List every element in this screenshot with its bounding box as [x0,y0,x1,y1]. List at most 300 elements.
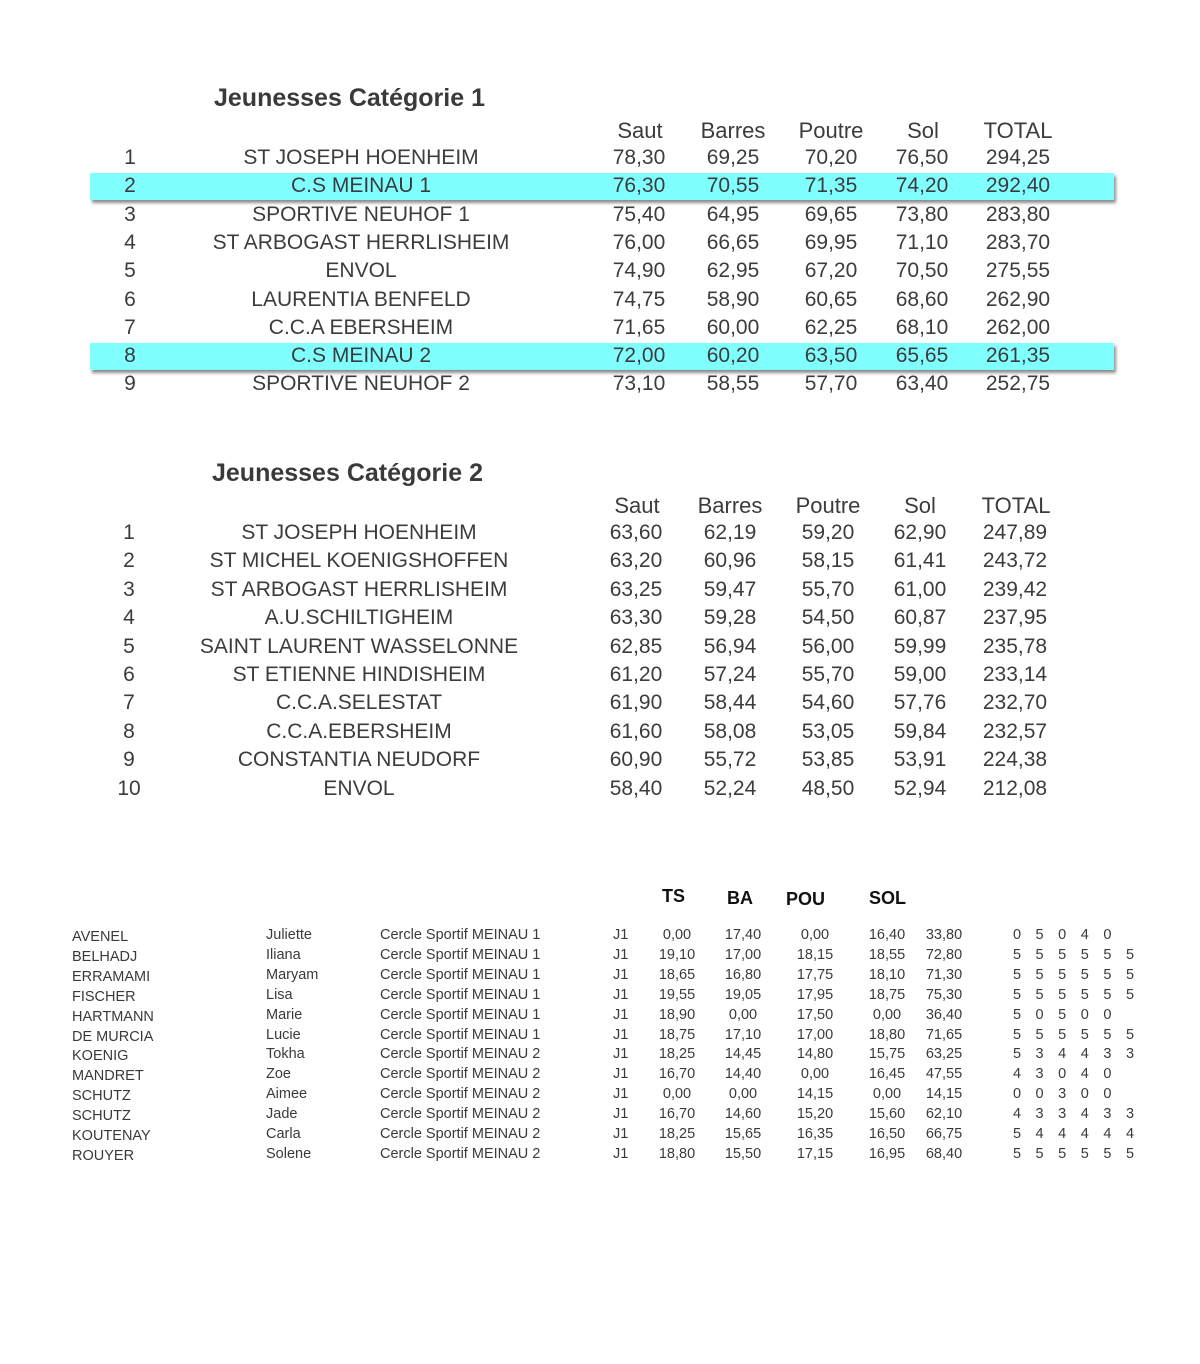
gymnast-mark: 5 [1125,1145,1135,1162]
cat1-barres-score: 70,55 [706,174,760,198]
cat1-poutre-score: 69,95 [804,230,858,254]
cat2-rank: 4 [123,606,135,630]
gymnast-mark: 0 [1103,1006,1112,1023]
cat1-club-name: ST ARBOGAST HERRLISHEIM [212,230,510,254]
gymnast-last-name: ERRAMAMI [72,968,151,985]
cat2-sol-score: 53,91 [893,748,947,772]
gymnast-mark: 0 [1058,927,1067,943]
cat2-table-row [0,777,1200,805]
gymnast-sol-score: 16,50 [868,1126,906,1142]
cat1-barres-score: 69,25 [706,146,760,169]
gymnast-pou-score: 0,00 [800,927,830,943]
cat1-barres-score: 58,90 [706,287,760,311]
gymnast-first-name: Iliana [266,946,301,963]
gymnast-row [0,967,1200,987]
cat2-poutre-score: 55,70 [801,577,855,601]
gymnast-last-name: BELHADJ [72,948,138,965]
cat2-barres-score: 52,24 [703,776,757,800]
cat2-saut-score: 62,85 [609,634,663,658]
gymnast-header-pou: POU [786,889,826,909]
cat1-club-name: LAURENTIA BENFELD [251,287,471,311]
cat1-total-score: 262,90 [985,287,1051,311]
gymnast-mark: 5 [1125,966,1135,983]
cat2-table-row [0,635,1200,663]
gymnast-row [0,1066,1200,1086]
gymnast-mark: 5 [1080,1026,1089,1043]
cat1-total-score: 262,00 [985,315,1051,339]
gymnast-mark: 5 [1103,946,1112,963]
cat2-header-barres: Barres [697,493,763,518]
gymnast-ts-score: 18,90 [658,1006,696,1023]
gymnast-mark: 5 [1012,1046,1022,1063]
gymnast-mark: 4 [1103,1126,1112,1142]
gymnast-row [0,1007,1200,1027]
cat1-rank: 7 [124,315,136,339]
cat1-saut-score: 75,40 [612,202,666,226]
gymnast-row [0,927,1200,947]
cat2-club-name: ST ARBOGAST HERRLISHEIM [210,577,508,601]
gymnast-club: Cercle Sportif MEINAU 2 [380,1066,541,1083]
gymnast-sol-score: 18,80 [868,1026,906,1043]
cat2-table-row [0,521,1200,549]
gymnast-first-name: Zoe [266,1066,291,1083]
gymnast-mark: 4 [1080,927,1089,943]
gymnast-first-name: Jade [266,1106,298,1123]
gymnast-mark: 5 [1012,1006,1022,1023]
cat1-table-row [0,344,1200,372]
cat2-saut-score: 61,60 [609,719,663,743]
cat2-barres-score: 57,24 [703,663,757,686]
cat1-table-row [0,288,1200,316]
gymnast-mark: 5 [1080,1145,1089,1162]
gymnast-mark: 4 [1080,1066,1089,1083]
cat2-barres-score: 62,19 [703,521,757,544]
cat2-rank: 1 [123,521,135,544]
gymnast-mark: 5 [1012,946,1022,963]
cat2-poutre-score: 54,60 [801,691,855,715]
gymnast-row [0,1146,1200,1166]
cat1-poutre-score: 71,35 [804,174,858,198]
cat1-table-row [0,372,1200,400]
gymnast-total-score: 47,55 [925,1066,963,1083]
gymnast-last-name: DE MURCIA [72,1028,154,1045]
cat2-total-score: 247,89 [982,521,1048,544]
gymnast-mark: 5 [1125,986,1135,1003]
gymnast-pou-score: 17,95 [796,986,834,1003]
cat2-sol-score: 60,87 [893,606,947,630]
gymnast-pou-score: 18,15 [796,946,834,963]
cat2-total-score: 212,08 [982,776,1048,800]
gymnast-mark: 5 [1035,1026,1044,1043]
gymnast-last-name: SCHUTZ [72,1108,131,1125]
gymnast-total-score: 66,75 [925,1126,963,1142]
cat2-rank: 6 [123,663,135,686]
gymnast-ts-score: 18,80 [658,1145,696,1162]
gymnast-last-name: HARTMANN [72,1008,154,1025]
gymnast-mark: 5 [1058,986,1067,1003]
cat1-barres-score: 60,20 [706,344,760,368]
cat2-rank: 3 [123,577,135,601]
gymnast-mark: 3 [1035,1066,1044,1083]
gymnast-first-name: Lucie [266,1026,301,1043]
cat2-total-score: 232,57 [982,719,1048,743]
cat2-table-row [0,748,1200,776]
cat2-saut-score: 63,20 [609,549,663,573]
cat1-sol-score: 76,50 [895,146,949,169]
gymnast-sol-score: 16,95 [868,1145,906,1162]
gymnast-ba-score: 19,05 [724,986,762,1003]
gymnast-club: Cercle Sportif MEINAU 1 [380,946,541,963]
cat2-club-name: ST ETIENNE HINDISHEIM [232,663,486,686]
cat2-poutre-score: 58,15 [801,549,855,573]
gymnast-level: J1 [613,1066,629,1083]
gymnast-last-name: MANDRET [72,1068,144,1085]
cat2-sol-score: 61,41 [893,549,947,573]
gymnast-mark: 0 [1058,1066,1067,1083]
cat1-table-row [0,146,1200,174]
cat2-club-name: C.C.A.EBERSHEIM [266,719,452,743]
cat2-table-row [0,578,1200,606]
gymnast-level: J1 [613,1046,629,1063]
cat1-club-name: ST JOSEPH HOENHEIM [243,146,479,169]
gymnast-mark: 3 [1125,1046,1135,1063]
gymnast-row [0,947,1200,967]
gymnast-ts-score: 18,25 [658,1046,696,1063]
gymnast-total-score: 71,65 [925,1026,963,1043]
gymnast-first-name: Tokha [266,1046,305,1063]
cat1-sol-score: 73,80 [895,202,949,226]
cat1-club-name: C.C.A EBERSHEIM [268,315,454,339]
gymnast-ba-score: 14,60 [724,1106,762,1123]
gymnast-mark: 5 [1058,1145,1067,1162]
gymnast-ba-score: 17,10 [724,1026,762,1043]
cat1-header-poutre: Poutre [798,118,864,143]
gymnast-club: Cercle Sportif MEINAU 2 [380,1106,541,1123]
cat2-saut-score: 58,40 [609,776,663,800]
cat1-sol-score: 65,65 [895,344,949,368]
cat2-sol-score: 52,94 [893,776,947,800]
cat1-rank: 4 [124,230,136,254]
cat1-saut-score: 74,90 [612,259,666,283]
cat1-poutre-score: 70,20 [804,146,858,169]
gymnast-total-score: 14,15 [925,1086,963,1103]
gymnast-ts-score: 18,65 [658,966,696,983]
gymnast-mark: 5 [1103,1026,1112,1043]
gymnast-level: J1 [613,1006,629,1023]
gymnast-mark: 4 [1125,1126,1135,1142]
gymnast-ba-score: 0,00 [728,1086,758,1103]
gymnast-ba-score: 14,40 [724,1066,762,1083]
cat1-poutre-score: 67,20 [804,259,858,283]
gymnast-club: Cercle Sportif MEINAU 2 [380,1145,541,1162]
cat2-barres-score: 60,96 [703,549,757,573]
gymnast-mark: 3 [1125,1106,1135,1123]
cat1-header-saut: Saut [617,118,663,143]
gymnast-sol-score: 0,00 [872,1086,902,1103]
gymnast-pou-score: 0,00 [800,1066,830,1083]
gymnast-level: J1 [613,1086,629,1103]
gymnast-mark: 5 [1012,966,1022,983]
gymnast-ba-score: 15,50 [724,1145,762,1162]
gymnast-sol-score: 15,75 [868,1046,906,1063]
cat2-club-name: ENVOL [323,776,395,800]
gymnast-mark: 5 [1103,1145,1112,1162]
cat2-total-score: 233,14 [982,663,1048,686]
cat1-title: Jeunesses Catégorie 1 [214,84,485,112]
cat2-poutre-score: 56,00 [801,634,855,658]
gymnast-mark: 0 [1012,1086,1022,1103]
cat1-club-name: C.S MEINAU 2 [290,344,432,368]
gymnast-last-name: KOENIG [72,1048,129,1065]
cat1-club-name: SPORTIVE NEUHOF 1 [252,202,470,226]
gymnast-mark: 0 [1035,1006,1044,1023]
gymnast-level: J1 [613,1026,629,1043]
gymnast-sol-score: 0,00 [872,1006,902,1023]
cat2-total-score: 232,70 [982,691,1048,715]
gymnast-ba-score: 17,00 [724,946,762,963]
gymnast-club: Cercle Sportif MEINAU 1 [380,966,541,983]
cat2-barres-score: 58,44 [703,691,757,715]
gymnast-header-ts: TS [662,886,686,906]
gymnast-mark: 0 [1103,1086,1112,1103]
cat2-header-poutre: Poutre [795,493,861,518]
gymnast-last-name: SCHUTZ [72,1088,131,1105]
cat2-sol-score: 59,84 [893,719,947,743]
gymnast-ts-score: 0,00 [662,1086,692,1103]
cat2-club-name: A.U.SCHILTIGHEIM [264,606,454,630]
gymnast-ba-score: 16,80 [724,966,762,983]
cat1-table-row [0,231,1200,259]
gymnast-header-sol: SOL [869,888,907,908]
cat2-saut-score: 63,60 [609,521,663,544]
gymnast-first-name: Aimee [266,1086,308,1103]
gymnast-pou-score: 17,15 [796,1145,834,1162]
gymnast-total-score: 36,40 [925,1006,963,1023]
gymnast-level: J1 [613,1126,629,1142]
gymnast-level: J1 [613,1106,629,1123]
cat2-rank: 2 [123,549,135,573]
cat1-table-row [0,203,1200,231]
gymnast-pou-score: 17,00 [796,1026,834,1043]
gymnast-last-name: FISCHER [72,988,136,1005]
cat1-header-barres: Barres [700,118,766,143]
cat1-total-score: 292,40 [985,174,1051,198]
cat2-barres-score: 56,94 [703,634,757,658]
cat1-rank: 1 [124,146,136,169]
cat2-rank: 7 [123,691,135,715]
gymnast-mark: 0 [1012,927,1022,943]
gymnast-club: Cercle Sportif MEINAU 2 [380,1086,541,1103]
cat2-saut-score: 61,20 [609,663,663,686]
gymnast-mark: 5 [1080,966,1089,983]
gymnast-first-name: Solene [266,1145,312,1162]
cat2-table-row [0,549,1200,577]
cat1-rank: 2 [124,174,136,198]
gymnast-mark: 5 [1035,1145,1044,1162]
cat2-table-row [0,691,1200,719]
gymnast-sol-score: 16,40 [868,927,906,943]
gymnast-mark: 5 [1035,927,1044,943]
gymnast-mark: 3 [1058,1086,1067,1103]
cat1-poutre-score: 69,65 [804,202,858,226]
gymnast-sol-score: 18,55 [868,946,906,963]
cat1-poutre-score: 63,50 [804,344,858,368]
cat2-table-row [0,606,1200,634]
gymnast-mark: 4 [1058,1046,1067,1063]
gymnast-total-score: 72,80 [925,946,963,963]
gymnast-ba-score: 0,00 [728,1006,758,1023]
cat2-header-sol: Sol [904,493,936,518]
gymnast-pou-score: 14,80 [796,1046,834,1063]
gymnast-total-score: 62,10 [925,1106,963,1123]
gymnast-club: Cercle Sportif MEINAU 2 [380,1126,541,1142]
cat1-table-row [0,259,1200,287]
cat2-title: Jeunesses Catégorie 2 [212,459,483,487]
gymnast-last-name: KOUTENAY [72,1128,151,1144]
gymnast-mark: 5 [1035,946,1044,963]
cat2-sol-score: 57,76 [893,691,947,715]
gymnast-row [0,1046,1200,1066]
gymnast-row [0,1027,1200,1047]
cat2-header-row [0,493,1200,521]
gymnast-mark: 5 [1080,986,1089,1003]
gymnast-first-name: Lisa [266,986,293,1003]
cat1-total-score: 294,25 [985,146,1051,169]
gymnast-mark: 0 [1035,1086,1044,1103]
gymnast-first-name: Carla [266,1126,301,1142]
gymnast-mark: 3 [1103,1046,1112,1063]
gymnast-club: Cercle Sportif MEINAU 2 [380,1046,541,1063]
cat2-table-row [0,720,1200,748]
gymnast-first-name: Juliette [266,927,312,943]
gymnast-mark: 0 [1080,1086,1089,1103]
gymnast-mark: 5 [1103,986,1112,1003]
cat2-total-score: 243,72 [982,549,1048,573]
gymnast-ba-score: 17,40 [724,927,762,943]
cat1-total-score: 283,70 [985,230,1051,254]
cat2-table-row [0,663,1200,691]
gymnast-mark: 5 [1125,946,1135,963]
cat1-sol-score: 68,10 [895,315,949,339]
gymnast-mark: 0 [1103,927,1112,943]
gymnast-pou-score: 14,15 [796,1086,834,1103]
gymnast-mark: 0 [1080,1006,1089,1023]
cat1-sol-score: 63,40 [895,372,949,396]
gymnast-pou-score: 16,35 [796,1126,834,1142]
cat2-club-name: SAINT LAURENT WASSELONNE [199,634,519,658]
gymnast-mark: 0 [1103,1066,1112,1083]
gymnast-mark: 5 [1058,966,1067,983]
cat1-saut-score: 74,75 [612,287,666,311]
cat2-poutre-score: 55,70 [801,663,855,686]
gymnast-mark: 4 [1080,1126,1089,1142]
gymnast-total-score: 75,30 [925,986,963,1003]
gymnast-mark: 5 [1103,966,1112,983]
cat2-total-score: 239,42 [982,577,1048,601]
cat2-total-score: 237,95 [982,606,1048,630]
gymnast-level: J1 [613,986,629,1003]
gymnast-ts-score: 18,75 [658,1026,696,1043]
cat2-club-name: ST MICHEL KOENIGSHOFFEN [209,549,509,573]
cat2-saut-score: 60,90 [609,748,663,772]
cat1-rank: 9 [124,372,136,396]
cat1-barres-score: 64,95 [706,202,760,226]
gymnast-ts-score: 0,00 [662,927,692,943]
gymnast-pou-score: 17,50 [796,1006,834,1023]
gymnast-mark: 5 [1035,966,1044,983]
cat2-poutre-score: 48,50 [801,776,855,800]
cat2-barres-score: 59,47 [703,577,757,601]
gymnast-mark: 5 [1012,1145,1022,1162]
cat1-rank: 5 [124,259,136,283]
cat2-rank: 10 [117,776,141,800]
cat2-saut-score: 63,25 [609,577,663,601]
cat1-sol-score: 71,10 [895,230,949,254]
cat1-header-sol: Sol [907,118,939,143]
cat1-sol-score: 68,60 [895,287,949,311]
gymnast-mark: 4 [1012,1106,1022,1123]
cat1-club-name: SPORTIVE NEUHOF 2 [252,372,470,396]
cat2-poutre-score: 53,85 [801,748,855,772]
cat2-total-score: 224,38 [982,748,1048,772]
cat1-barres-score: 62,95 [706,259,760,283]
gymnast-mark: 5 [1058,1006,1067,1023]
gymnast-club: Cercle Sportif MEINAU 1 [380,1006,541,1023]
gymnast-last-name: AVENEL [72,929,129,945]
cat2-header-saut: Saut [614,493,660,518]
cat2-sol-score: 59,99 [893,634,947,658]
cat2-sol-score: 62,90 [893,521,947,544]
gymnast-mark: 5 [1012,1126,1022,1142]
gymnast-total-score: 63,25 [925,1046,963,1063]
cat2-barres-score: 59,28 [703,606,757,630]
cat1-total-score: 261,35 [985,344,1051,368]
gymnast-mark: 5 [1035,986,1044,1003]
cat2-total-score: 235,78 [982,634,1048,658]
gymnast-mark: 5 [1125,1026,1135,1043]
gymnast-header-ba: BA [727,888,753,908]
cat1-sol-score: 70,50 [895,259,949,283]
cat1-total-score: 283,80 [985,202,1051,226]
gymnast-ts-score: 18,25 [658,1126,696,1142]
gymnast-mark: 4 [1080,1046,1089,1063]
cat1-saut-score: 72,00 [612,344,666,368]
gymnast-mark: 3 [1035,1046,1044,1063]
cat2-club-name: CONSTANTIA NEUDORF [237,748,481,772]
cat2-sol-score: 61,00 [893,577,947,601]
cat2-saut-score: 61,90 [609,691,663,715]
gymnast-total-score: 71,30 [925,966,963,983]
cat1-barres-score: 60,00 [706,315,760,339]
cat1-saut-score: 76,00 [612,230,666,254]
gymnast-total-score: 33,80 [925,927,963,943]
gymnast-mark: 4 [1058,1126,1067,1142]
gymnast-club: Cercle Sportif MEINAU 1 [380,986,541,1003]
gymnast-pou-score: 17,75 [796,966,834,983]
cat2-rank: 5 [123,634,135,658]
cat1-club-name: ENVOL [325,259,397,283]
gymnast-first-name: Maryam [266,966,319,983]
gymnast-row [0,1126,1200,1146]
gymnast-ts-score: 19,55 [658,986,696,1003]
cat1-saut-score: 73,10 [612,372,666,396]
cat1-rank: 6 [124,287,136,311]
cat2-club-name: ST JOSEPH HOENHEIM [241,521,477,544]
cat1-table-row [0,174,1200,202]
gymnast-pou-score: 15,20 [796,1106,834,1123]
gymnast-mark: 4 [1035,1126,1044,1142]
gymnast-level: J1 [613,966,629,983]
